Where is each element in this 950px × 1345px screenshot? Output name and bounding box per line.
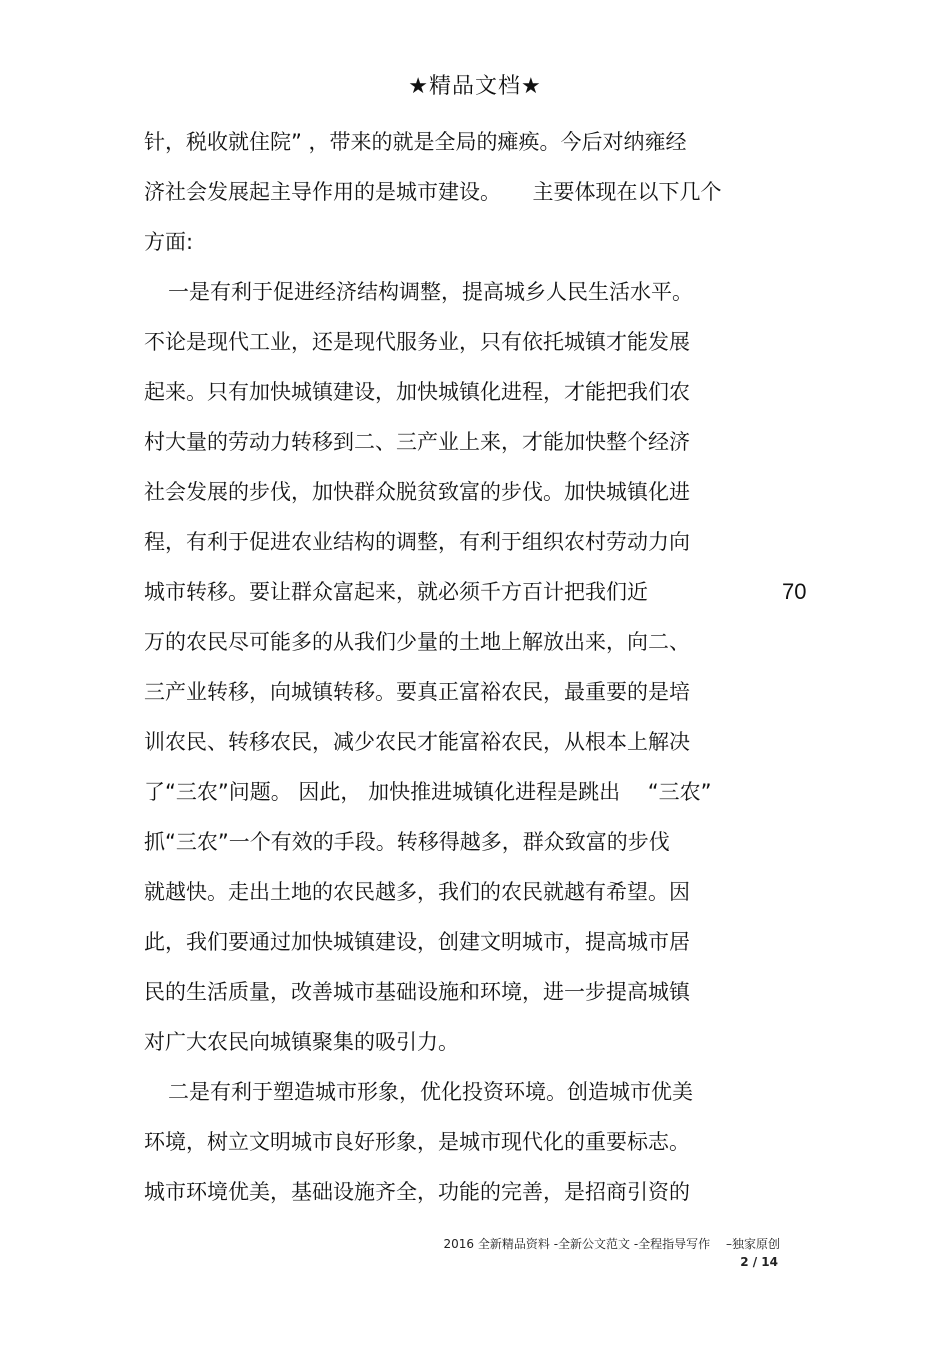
paragraph-first-line: 一是有利于促进经济结构调整，提高城乡人民生活水平。 (168, 280, 693, 304)
text-line: 了“三农”问题。 因此， 加快推进城镇化进程是跳出 “三农” (144, 780, 712, 804)
page-header-title: ★精品文档★ (408, 74, 542, 99)
margin-number: 70 (782, 579, 807, 604)
text-line: 民的生活质量，改善城市基础设施和环境，进一步提高城镇 (144, 980, 690, 1004)
text-line: 针，税收就住院” ，带来的就是全局的瘫痪。今后对纳雍经 (144, 130, 687, 154)
text-line: 济社会发展起主导作用的是城市建设。 主要体现在以下几个 (144, 180, 722, 204)
document-body (144, 127, 824, 1227)
text-line: 环境，树立文明城市良好形象，是城市现代化的重要标志。 (144, 1130, 690, 1154)
text-line: 起来。只有加快城镇建设，加快城镇化进程，才能把我们农 (144, 380, 690, 404)
text-line: 对广大农民向城镇聚集的吸引力。 (144, 1030, 459, 1054)
text-line: 此，我们要通过加快城镇建设，创建文明城市，提高城市居 (144, 930, 690, 954)
text-line: 村大量的劳动力转移到二、三产业上来，才能加快整个经济 (144, 430, 690, 454)
text-line: 抓“三农”一个有效的手段。转移得越多，群众致富的步伐 (144, 830, 670, 854)
text-line: 方面: (144, 230, 194, 254)
text-line: 三产业转移，向城镇转移。要真正富裕农民，最重要的是培 (144, 680, 690, 704)
text-line-content: 城市转移。要让群众富起来，就必须千方百计把我们近 (144, 580, 648, 604)
text-line: 不论是现代工业，还是现代服务业，只有依托城镇才能发展 (144, 330, 690, 354)
text-line: 训农民、转移农民，减少农民才能富裕农民，从根本上解决 (144, 730, 690, 754)
paragraph-first-line: 二是有利于塑造城市形象，优化投资环境。创造城市优美 (168, 1080, 693, 1104)
text-line: 社会发展的步伐，加快群众脱贫致富的步伐。加快城镇化进 (144, 480, 690, 504)
text-line: 程，有利于促进农业结构的调整，有利于组织农村劳动力向 (144, 530, 690, 554)
footer-note: 2016 全新精品资料 -全新公文范文 -全程指导写作 –独家原创 (443, 1237, 780, 1251)
text-line-with-number (144, 577, 824, 627)
text-line: 城市环境优美，基础设施齐全，功能的完善，是招商引资的 (144, 1180, 690, 1204)
text-line: 就越快。走出土地的农民越多，我们的农民就越有希望。因 (144, 880, 690, 904)
page-number: 2 / 14 (740, 1255, 778, 1269)
text-line: 万的农民尽可能多的从我们少量的土地上解放出来，向二、 (144, 630, 690, 654)
